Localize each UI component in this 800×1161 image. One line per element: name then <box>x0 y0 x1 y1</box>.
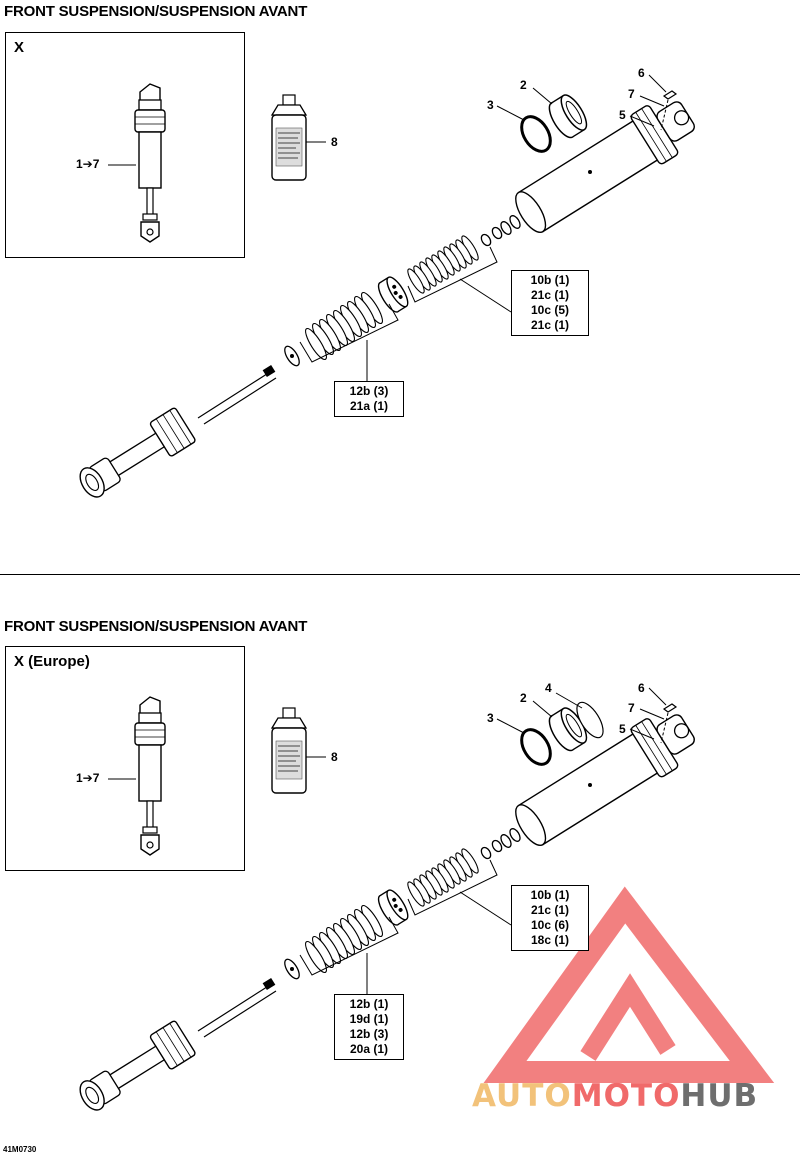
bottom-codes-left <box>334 994 404 1060</box>
top-ref-8: 8 <box>331 135 338 149</box>
top-ref-3: 3 <box>487 98 494 112</box>
bottom-ref-6: 6 <box>638 681 645 695</box>
top-title: FRONT SUSPENSION/SUSPENSION AVANT <box>4 3 308 20</box>
top-panel-label: X <box>14 39 25 56</box>
top-ref-7: 7 <box>628 87 635 101</box>
watermark-part2: MOTO <box>571 1078 681 1114</box>
top-assembly-ref: 1➔7 <box>76 157 100 171</box>
bottom-assembly-ref: 1➔7 <box>76 771 100 785</box>
bottom-ref-3: 3 <box>487 711 494 725</box>
code-line: 12b (3) <box>349 384 389 398</box>
code-line: 12b (1) <box>349 997 389 1011</box>
bottom-title: FRONT SUSPENSION/SUSPENSION AVANT <box>4 618 308 635</box>
code-line: 10c (6) <box>530 918 570 932</box>
code-line: 10b (1) <box>530 273 570 287</box>
code-line: 10b (1) <box>530 888 570 902</box>
code-line: 20a (1) <box>349 1042 389 1056</box>
figure-code: 41M0730 <box>3 1145 37 1154</box>
bottom-ref-7: 7 <box>628 701 635 715</box>
code-line: 18c (1) <box>530 933 570 947</box>
top-ref-2: 2 <box>520 78 527 92</box>
bottom-ref-4: 4 <box>545 681 552 695</box>
bottom-ref-2: 2 <box>520 691 527 705</box>
top-ref-6: 6 <box>638 66 645 80</box>
code-line: 21c (1) <box>530 288 570 302</box>
code-line: 10c (5) <box>530 303 570 317</box>
code-line: 21a (1) <box>349 399 389 413</box>
watermark-part1: AUTO <box>472 1078 572 1114</box>
bottom-codes-right <box>511 885 589 951</box>
bottom-panel-label: X (Europe) <box>14 653 90 670</box>
code-line: 19d (1) <box>349 1012 389 1026</box>
top-codes-right <box>511 270 589 336</box>
bottom-ref-8: 8 <box>331 750 338 764</box>
top-ref-5: 5 <box>619 108 626 122</box>
watermark-part3: HUB <box>680 1078 759 1114</box>
code-line: 21c (1) <box>530 903 570 917</box>
code-line: 21c (1) <box>530 318 570 332</box>
bottom-ref-5: 5 <box>619 722 626 736</box>
watermark-text <box>472 1078 758 1114</box>
top-codes-left <box>334 381 404 417</box>
code-line: 12b (3) <box>349 1027 389 1041</box>
